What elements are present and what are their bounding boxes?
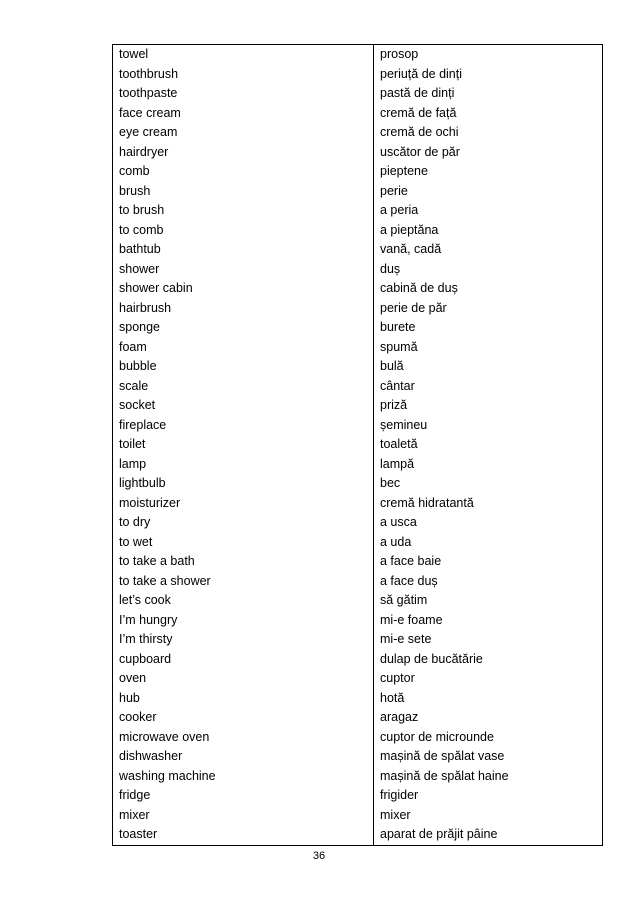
english-term: cooker (113, 708, 374, 728)
table-row (113, 650, 603, 670)
table-row (113, 299, 603, 319)
table-row (113, 572, 603, 592)
romanian-term: spumă (374, 338, 603, 358)
romanian-term: pastă de dinți (374, 84, 603, 104)
romanian-term: cuptor (374, 669, 603, 689)
romanian-term: perie (374, 182, 603, 202)
english-term: to wet (113, 533, 374, 553)
romanian-term: cremă de față (374, 104, 603, 124)
english-term: towel (113, 45, 374, 65)
romanian-term: cabină de duș (374, 279, 603, 299)
romanian-term: a uda (374, 533, 603, 553)
table-row (113, 45, 603, 65)
english-term: dishwasher (113, 747, 374, 767)
romanian-term: aparat de prăjit pâine (374, 825, 603, 845)
english-term: moisturizer (113, 494, 374, 514)
romanian-term: frigider (374, 786, 603, 806)
english-term: microwave oven (113, 728, 374, 748)
english-term: shower cabin (113, 279, 374, 299)
english-term: to brush (113, 201, 374, 221)
romanian-term: perie de păr (374, 299, 603, 319)
romanian-term: dulap de bucătărie (374, 650, 603, 670)
romanian-term: prosop (374, 45, 603, 65)
table-row (113, 240, 603, 260)
english-term: mixer (113, 806, 374, 826)
table-row (113, 494, 603, 514)
english-term: eye cream (113, 123, 374, 143)
romanian-term: uscător de păr (374, 143, 603, 163)
table-row (113, 552, 603, 572)
english-term: let’s cook (113, 591, 374, 611)
table-row (113, 630, 603, 650)
english-term: lamp (113, 455, 374, 475)
table-row (113, 708, 603, 728)
english-term: oven (113, 669, 374, 689)
table-row (113, 474, 603, 494)
table-row (113, 143, 603, 163)
table-row (113, 279, 603, 299)
english-term: I’m thirsty (113, 630, 374, 650)
vocabulary-table (112, 44, 603, 846)
table-row (113, 162, 603, 182)
table-row (113, 65, 603, 85)
english-term: washing machine (113, 767, 374, 787)
romanian-term: duș (374, 260, 603, 280)
table-row (113, 591, 603, 611)
romanian-term: a peria (374, 201, 603, 221)
romanian-term: cremă hidratantă (374, 494, 603, 514)
english-term: to comb (113, 221, 374, 241)
romanian-term: mi-e sete (374, 630, 603, 650)
english-term: toaster (113, 825, 374, 845)
romanian-term: priză (374, 396, 603, 416)
english-term: comb (113, 162, 374, 182)
english-term: fireplace (113, 416, 374, 436)
english-term: lightbulb (113, 474, 374, 494)
romanian-term: vană, cadă (374, 240, 603, 260)
table-row (113, 786, 603, 806)
table-row (113, 377, 603, 397)
romanian-term: mașină de spălat haine (374, 767, 603, 787)
page-number: 36 (312, 850, 326, 862)
romanian-term: mi-e foame (374, 611, 603, 631)
english-term: foam (113, 338, 374, 358)
english-term: to take a shower (113, 572, 374, 592)
english-term: brush (113, 182, 374, 202)
romanian-term: a pieptăna (374, 221, 603, 241)
english-term: face cream (113, 104, 374, 124)
table-row (113, 416, 603, 436)
romanian-term: cântar (374, 377, 603, 397)
romanian-term: mașină de spălat vase (374, 747, 603, 767)
romanian-term: să gătim (374, 591, 603, 611)
english-term: cupboard (113, 650, 374, 670)
table-row (113, 806, 603, 826)
english-term: hairbrush (113, 299, 374, 319)
table-row (113, 221, 603, 241)
romanian-term: bulă (374, 357, 603, 377)
romanian-term: bec (374, 474, 603, 494)
romanian-term: hotă (374, 689, 603, 709)
english-term: hairdryer (113, 143, 374, 163)
table-row (113, 84, 603, 104)
table-row (113, 396, 603, 416)
english-term: hub (113, 689, 374, 709)
english-term: bathtub (113, 240, 374, 260)
romanian-term: cremă de ochi (374, 123, 603, 143)
table-row (113, 123, 603, 143)
romanian-term: toaletă (374, 435, 603, 455)
english-term: bubble (113, 357, 374, 377)
table-row (113, 260, 603, 280)
romanian-term: pieptene (374, 162, 603, 182)
table-row (113, 201, 603, 221)
romanian-term: a face baie (374, 552, 603, 572)
table-row (113, 747, 603, 767)
romanian-term: mixer (374, 806, 603, 826)
english-term: shower (113, 260, 374, 280)
english-term: fridge (113, 786, 374, 806)
table-row (113, 533, 603, 553)
table-row (113, 104, 603, 124)
romanian-term: periuță de dinți (374, 65, 603, 85)
romanian-term: șemineu (374, 416, 603, 436)
table-row (113, 825, 603, 845)
english-term: to take a bath (113, 552, 374, 572)
table-row (113, 435, 603, 455)
english-term: to dry (113, 513, 374, 533)
english-term: socket (113, 396, 374, 416)
romanian-term: a usca (374, 513, 603, 533)
romanian-term: lampă (374, 455, 603, 475)
english-term: toothbrush (113, 65, 374, 85)
english-term: I’m hungry (113, 611, 374, 631)
english-term: toothpaste (113, 84, 374, 104)
table-row (113, 728, 603, 748)
table-row (113, 611, 603, 631)
table-row (113, 513, 603, 533)
vocabulary-table-body (113, 45, 603, 846)
table-row (113, 338, 603, 358)
table-row (113, 767, 603, 787)
english-term: scale (113, 377, 374, 397)
table-row (113, 182, 603, 202)
table-row (113, 669, 603, 689)
table-row (113, 318, 603, 338)
table-row (113, 357, 603, 377)
table-row (113, 455, 603, 475)
english-term: toilet (113, 435, 374, 455)
romanian-term: a face duș (374, 572, 603, 592)
english-term: sponge (113, 318, 374, 338)
romanian-term: cuptor de microunde (374, 728, 603, 748)
romanian-term: burete (374, 318, 603, 338)
romanian-term: aragaz (374, 708, 603, 728)
table-row (113, 689, 603, 709)
